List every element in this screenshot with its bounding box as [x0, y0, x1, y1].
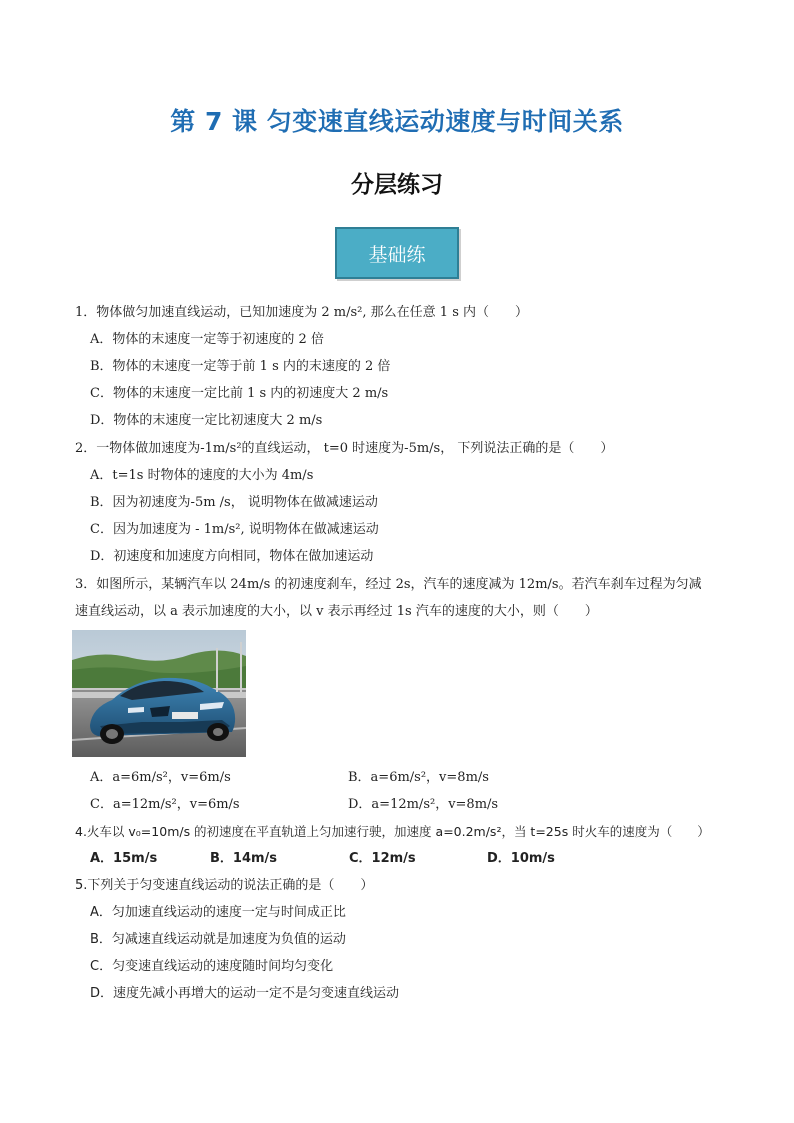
question-5-option-a: A．匀加速直线运动的速度一定与时间成正比: [90, 905, 346, 920]
question-2-option-a: A．t=1s 时物体的速度的大小为 4m/s: [90, 468, 314, 483]
question-5-option-d: D．速度先减小再增大的运动一定不是匀变速直线运动: [90, 986, 400, 1001]
question-2-option-d: D．初速度和加速度方向相同，物体在做加速运动: [90, 549, 374, 564]
question-4-option-c: C．12m/s: [349, 851, 416, 866]
question-3-option-c: C．a=12m/s²，v=6m/s: [90, 797, 240, 812]
question-3-option-b: B．a=6m/s²，v=8m/s: [348, 770, 489, 785]
question-4-option-d: D．10m/s: [487, 851, 555, 866]
question-5-stem: 5.下列关于匀变速直线运动的说法正确的是（ ）: [75, 878, 374, 893]
lesson-title: 第 7 课 匀变速直线运动速度与时间关系: [170, 107, 624, 136]
question-4-option-b: B．14m/s: [210, 851, 278, 866]
question-2-stem: 2．一物体做加速度为-1m/s²的直线运动， t=0 时速度为-5m/s， 下列说法正确的是（ ）: [75, 441, 614, 456]
question-3-stem-line-1: 3．如图所示，某辆汽车以 24m/s 的初速度刹车，经过 2s，汽车的速度减为 12m/s。若汽车刹车过程为匀减: [75, 577, 702, 592]
question-1-option-d: D．物体的末速度一定比初速度大 2 m/s: [90, 413, 323, 428]
car-photo: [72, 630, 246, 757]
question-1-option-c: C．物体的末速度一定比前 1 s 内的初速度大 2 m/s: [90, 386, 389, 401]
question-1-option-b: B．物体的末速度一定等于前 1 s 内的末速度的 2 倍: [90, 359, 391, 374]
question-4-option-a: A．15m/s: [90, 851, 158, 866]
question-4-stem: 4.火车以 v₀=10m/s 的初速度在平直轨道上匀加速行驶，加速度 a=0.2m/s²，当 t=25s 时火车的速度为（ ）: [75, 824, 710, 839]
question-5-option-b: B．匀减速直线运动就是加速度为负值的运动: [90, 932, 346, 947]
level-badge: 基础练: [335, 227, 459, 279]
question-1-stem: 1．物体做匀加速直线运动，已知加速度为 2 m/s², 那么在任意 1 s 内（ ）: [75, 305, 529, 320]
question-2-option-b: B．因为初速度为-5m /s， 说明物体在做减速运动: [90, 495, 378, 510]
question-2-option-c: C．因为加速度为 - 1m/s², 说明物体在做减速运动: [90, 522, 379, 537]
question-3-option-d: D．a=12m/s²，v=8m/s: [348, 797, 499, 812]
question-1-option-a: A．物体的末速度一定等于初速度的 2 倍: [90, 332, 324, 347]
question-5-option-c: C．匀变速直线运动的速度随时间均匀变化: [90, 959, 334, 974]
question-3-stem-line-2: 速直线运动，以 a 表示加速度的大小，以 v 表示再经过 1s 汽车的速度的大小，则（ ）: [75, 604, 598, 619]
section-subtitle: 分层练习: [351, 171, 443, 198]
question-3-option-a: A．a=6m/s²，v=6m/s: [90, 770, 231, 785]
